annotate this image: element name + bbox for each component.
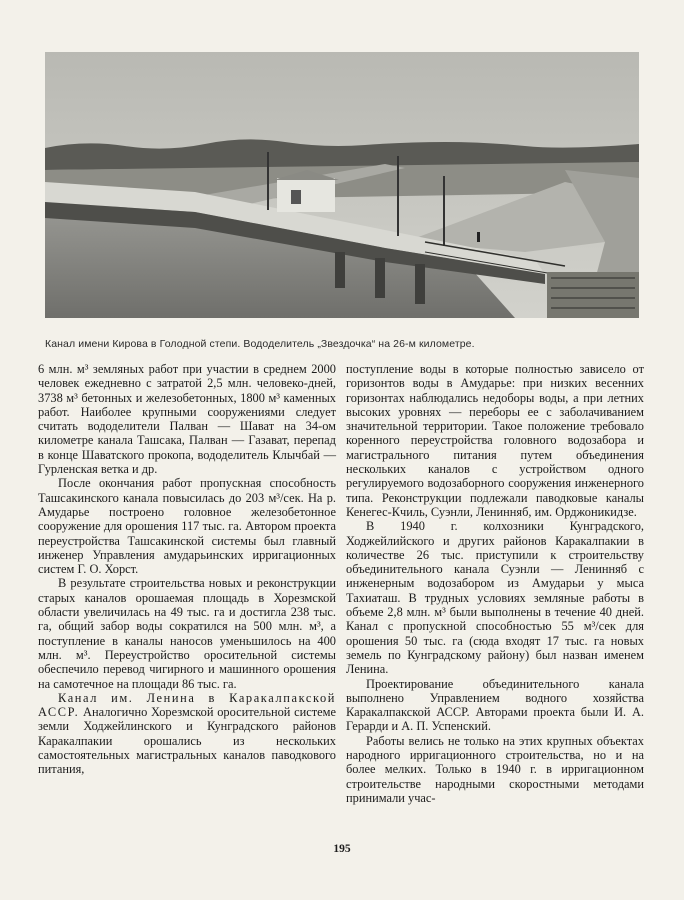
page-number: 195 [333,843,351,855]
canal-photo-illustration [45,52,639,318]
paragraph: После окончания работ пропускная способность Ташсакинского канала повысилась до 203 м³/сек. На р. Амударье построено головное железобетонное сооружение для орошения 117 тыс. га. Автором проекта переустройства Ташсакинской системы был главный инженер Управления амударьинских ирригационных систем Г. О. Хорст. [38,476,336,577]
paragraph-text: Аналогично Хорезмской оросительной системе земли Ходжейлинского и Кунградского районов Каракалпакии орошались из нескольких самостоятельных магистральных каналов паводкового питания, [38,705,336,777]
right-column [346,362,644,805]
canal-photo [45,52,639,318]
photo-caption: Канал имени Кирова в Голодной степи. Вододелитель „Звездочка“ на 26-м километре. [45,338,475,350]
paragraph: поступление воды в которые полностью зависело от горизонтов воды в Амударье: при низких весенних горизонтах наблюдались недоборы воды, а при летних высоких уровнях — переборы ее с заболачиванием значительной территории. Такое положение требовало коренного переустройства головного водозабора и магистрального питания путем объединения нескольких каналов с устройством одного регулируемого водозаборного сооружения инженерного типа. Реконструкции подлежали паводковые каналы Кенегес-Кчиль, Суэнли, Ленинняб, им. Орджоникидзе. [346,362,644,519]
left-column [38,362,336,777]
paragraph: В 1940 г. колхозники Кунградского, Ходжейлийского и других районов Каракалпакии в количестве 26 тыс. приступили к строительству объединительного канала Суэнли — Ленинняб с инженерным водозабором из Амударьи у мыса Тахиаташ. В трудных условиях земляные работы в объеме 2,8 млн. м³ были выполнены в течение 40 дней. Канал с пропускной способностью 55 м³/сек для орошения 50 тыс. га (сюда входят 17 тыс. га новых земель по Кунградскому району) был назван именем Ленина. [346,519,644,677]
paragraph: Работы велись не только на этих крупных объектах народного ирригационного строительства, но и на более мелких. Только в 1940 г. в ирригационном строительстве народными скоростными методами принимали учас- [346,733,644,805]
paragraph: 6 млн. м³ земляных работ при участии в среднем 2000 человек ежедневно с затратой 2,5 млн. человеко-дней, 3738 м³ бетонных и железобетонных, 1800 м³ каменных работ. Наиболее крупными сооружениями следует считать вододелители Палван — Шават на 34-ом километре канала Ташсака, Палван — Газават, перепад в конце Шаватского прокопа, вододелитель Клычбай — Гурленская ветка и др. [38,362,336,477]
paragraph: Проектирование объединительного канала выполнено Управлением водного хозяйства Каракалпакской АССР. Авторами проекта были И. А. Герарди и А. П. Успенский. [346,676,644,734]
paragraph: В результате строительства новых и реконструкции старых каналов орошаемая площадь в Хорезмской области увеличилась на 49 тыс. га и достигла 238 тыс. га, общий забор воды сократился на 500 млн. м³, а поступление в каналы наносов уменьшилось на 400 млн. м³. Переустройство оросительной системы обеспечило перевод чигирного и машинного орошения на самотечное на площади 86 тыс. га. [38,576,336,691]
section-heading: Канал им. Ленина в Каракалпакской АССР. [38,690,336,720]
paragraph [38,691,336,777]
